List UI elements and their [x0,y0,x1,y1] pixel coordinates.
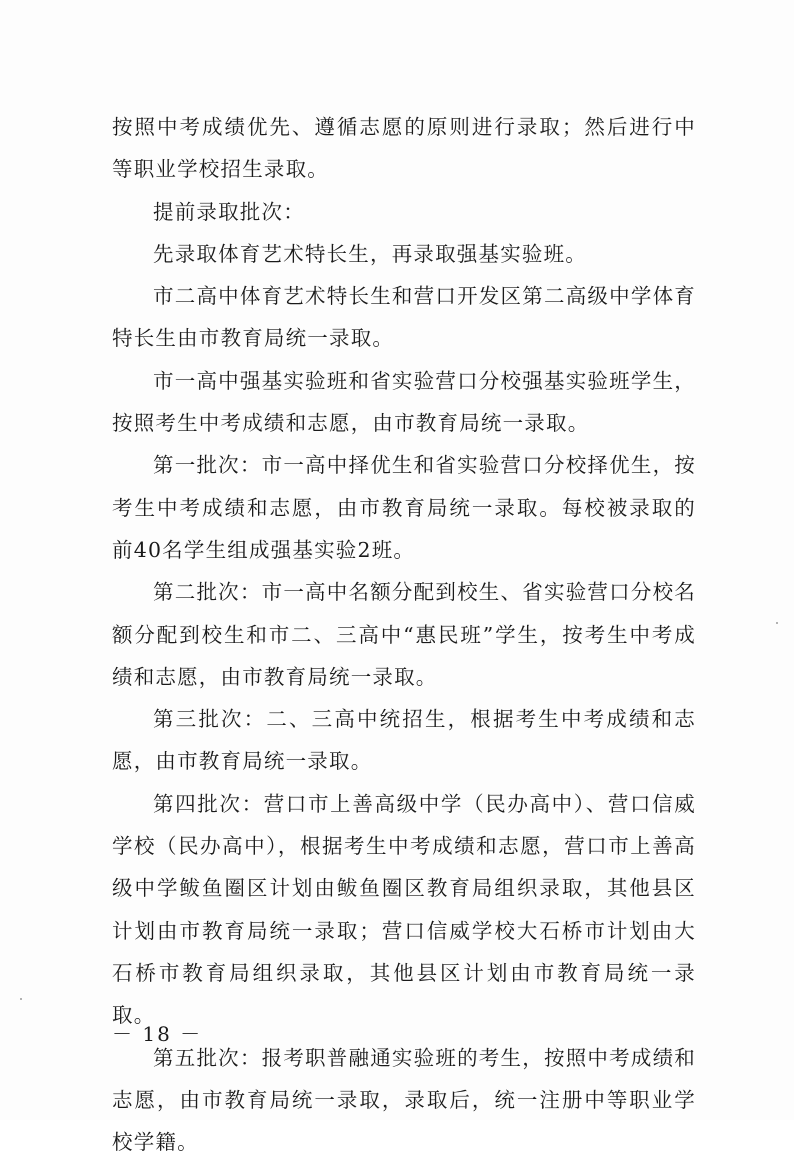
page-number: － 18 － [112,1022,203,1046]
paragraph-strong-base-class: 市一高中强基实验班和省实验营口分校强基实验班学生，按照考生中考成绩和志愿，由市教育局统一录取。 [112,368,696,436]
paragraph-early-batch-order: 先录取体育艺术特长生，再录取强基实验班。 [153,241,587,266]
scan-speck [20,998,22,1000]
paragraph-batch-3: 第三批次：二、三高中统招生，根据考生中考成绩和志愿，由市教育局统一录取。 [112,707,696,774]
paragraph-batch-5: 第五批次：报考职普融通实验班的考生，按照中考成绩和志愿，由市教育局统一录取，录取后，统一注册中等职业学校学籍。 [112,1045,696,1155]
paragraph-batch-4: 第四批次：营口市上善高级中学（民办高中）、营口信威学校（民办高中），根据考生中考成绩和志愿，营口市上善高级中学鲅鱼圈区计划由鲅鱼圈区教育局组织录取，其他县区计划由市教育局统一录取；营口信威学校大石桥市计划由大石桥市教育局组织录取，其他县区计划由市教育局统一录取。 [112,791,696,1028]
body-text [112,106,696,1163]
paragraph-batch-2: 第二批次：市一高中名额分配到校生、省实验营口分校名额分配到校生和市二、三高中“惠民班”学生，按考生中考成绩和志愿，由市教育局统一录取。 [112,580,696,689]
paragraph-early-batch-heading: 提前录取批次： [153,199,305,224]
paragraph-special-talent: 市二高中体育艺术特长生和营口开发区第二高级中学体育特长生由市教育局统一录取。 [112,284,696,351]
scan-speck [776,622,778,624]
paragraph-continuation: 按照中考成绩优先、遵循志愿的原则进行录取；然后进行中等职业学校招生录取。 [112,115,696,182]
paragraph-batch-1: 第一批次：市一高中择优生和省实验营口分校择优生，按考生中考成绩和志愿，由市教育局统一录取。每校被录取的前40名学生组成强基实验2班。 [112,453,696,562]
